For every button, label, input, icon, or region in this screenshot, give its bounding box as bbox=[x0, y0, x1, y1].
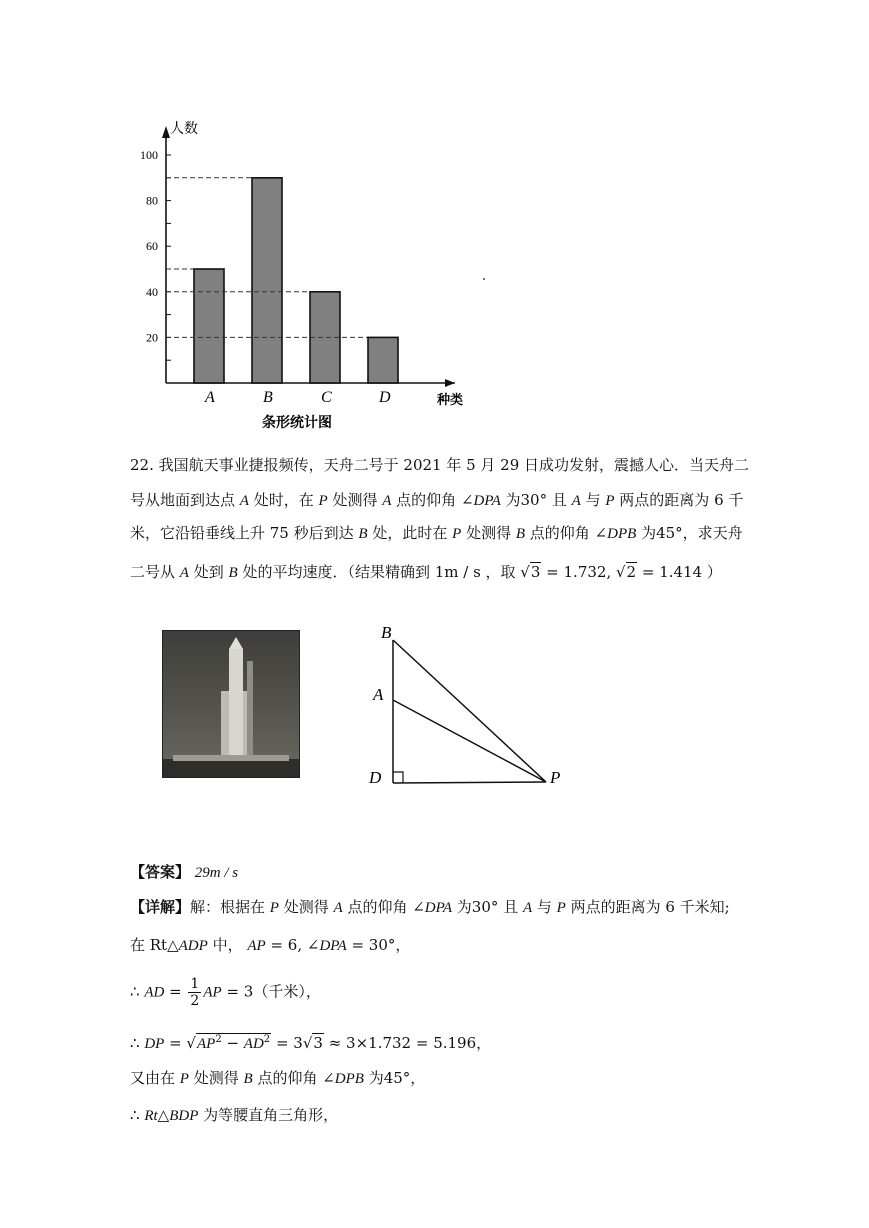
right-angle-mark bbox=[393, 772, 403, 783]
problem-line-4: 二号从 A 处到 B 处的平均速度．（结果精确到 1m / s ，取 √3 = 1.732, √2 = 1.414 ） bbox=[130, 563, 722, 581]
x-tick-label: C bbox=[321, 389, 332, 406]
solution-line-4: ∴ DP = $√AP^2 - AD^2 = 3√3 \approx 3\times 1.732 = 5.196$， bbox=[130, 1034, 492, 1052]
solution-line-6: ∴ Rt△BDP 为等腰直角三角形， bbox=[130, 1106, 339, 1124]
answer-line bbox=[130, 862, 238, 883]
x-tick-label: B bbox=[263, 389, 273, 406]
bar-chart bbox=[0, 0, 869, 460]
problem-line-3: 米，它沿铅垂线上升 75 秒后到达 B 处，此时在 P 处测得 B 点的仰角 ∠DPB 为45°，求天舟 bbox=[130, 524, 743, 542]
solution-line-5: 又由在 P 处测得 B 点的仰角 ∠DPB 为45°， bbox=[130, 1069, 426, 1087]
bar-b bbox=[252, 178, 282, 383]
problem-line-2: 号从地面到达点 A 处时，在 P 处测得 A 点的仰角 ∠DPA 为30° 且 A 与 P 两点的距离为 6 千 bbox=[130, 491, 744, 509]
label-d: D bbox=[369, 768, 382, 787]
x-axis-arrow bbox=[445, 379, 455, 387]
y-axis-label: 人数 bbox=[170, 121, 198, 137]
answer-value: 29m / s bbox=[194, 865, 239, 881]
solution-line-1: 【详解】解：根据在 P 处测得 A 点的仰角 ∠DPA 为30° 且 A 与 P 两点的距离为 6 千米知; bbox=[130, 898, 730, 916]
segment-ap bbox=[393, 700, 546, 782]
solution-line-3: ∴ AD = $\frac{1}{2}$ AP = 3（千米）， bbox=[130, 976, 321, 1009]
chart-title: 条形统计图 bbox=[262, 415, 332, 431]
problem-number: 22. bbox=[130, 456, 154, 474]
triangle-diagram bbox=[360, 620, 580, 800]
rocket-photo bbox=[162, 630, 300, 778]
segment-dp bbox=[393, 782, 546, 783]
answer-label: 【答案】 bbox=[130, 863, 191, 881]
solution-line-2: 在 Rt△ADP 中， AP = 6, ∠DPA = 30°， bbox=[130, 936, 411, 954]
y-tick-label: 100 bbox=[140, 148, 158, 162]
label-a: A bbox=[373, 685, 384, 704]
problem-line-1: 22. 我国航天事业捷报频传，天舟二号于 2021 年 5 月 29 日成功发射，震撼人心．当天舟二 bbox=[130, 456, 750, 474]
y-tick-label: 20 bbox=[146, 330, 158, 345]
segment-bp bbox=[393, 640, 546, 782]
label-p: P bbox=[550, 768, 561, 787]
stray-dot bbox=[483, 278, 485, 280]
y-tick-label: 60 bbox=[146, 239, 158, 254]
bar-a bbox=[194, 269, 224, 383]
bar-d bbox=[368, 337, 398, 383]
solution-label: 【详解】 bbox=[130, 898, 191, 916]
y-tick-label: 40 bbox=[146, 284, 158, 299]
x-tick-label: A bbox=[205, 389, 215, 406]
label-b: B bbox=[381, 623, 392, 642]
y-axis-arrow bbox=[162, 126, 170, 138]
x-axis-label: 种类 bbox=[437, 393, 464, 408]
y-tick-label: 80 bbox=[146, 193, 158, 208]
x-tick-label: D bbox=[379, 389, 391, 406]
rocket-icon bbox=[163, 631, 299, 777]
